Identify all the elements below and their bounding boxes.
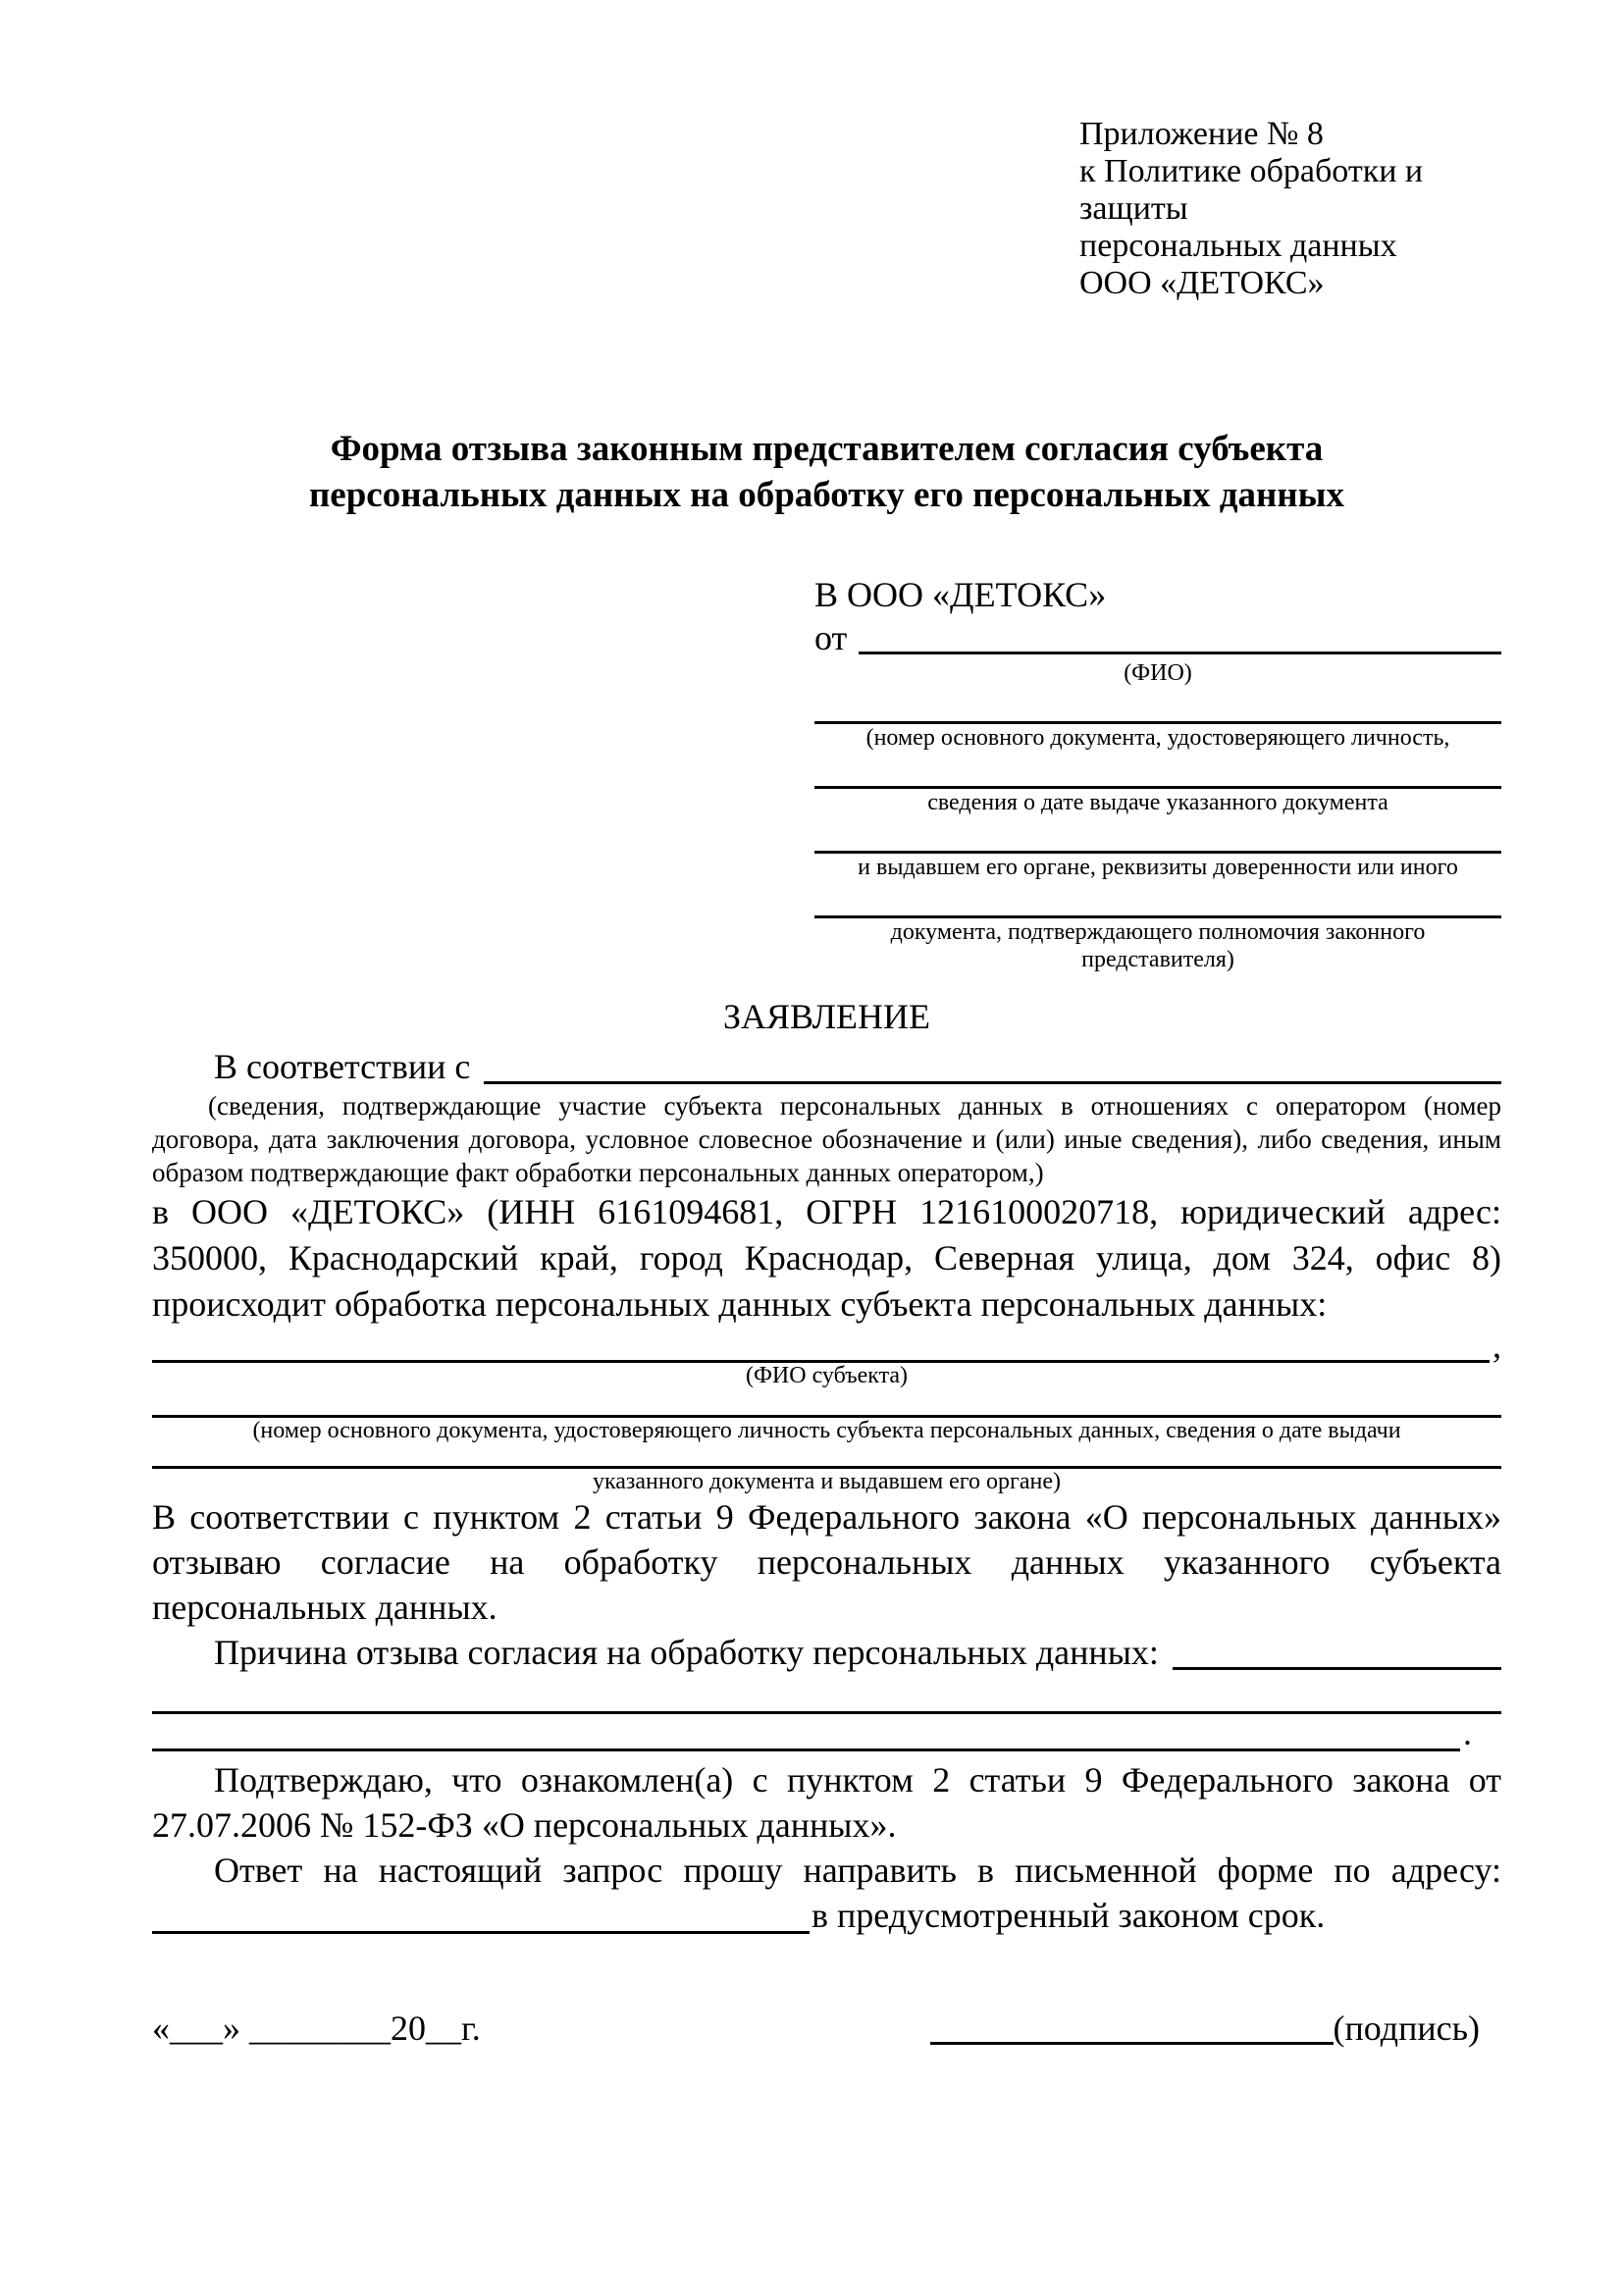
- reason-blank-line-2-fill: [152, 1748, 1460, 1751]
- reason-label: Причина отзыва согласия на обработку персональных данных:: [214, 1633, 1159, 1672]
- annex-line-4: ООО «ДЕТОКС»: [1079, 265, 1325, 301]
- withdrawal-paragraph: В соответствии с пунктом 2 статьи 9 Федерального закона «О персональных данных» отзываю согласие на обработку персональных данных указанного субъекта персональных данных.: [152, 1497, 1501, 1627]
- signature-caption: (подпись): [1333, 2009, 1480, 2048]
- caption-document-number: (номер основного документа, удостоверяющего личность,: [865, 725, 1450, 751]
- document-title: [152, 426, 1501, 518]
- annex-line-1: Приложение № 8: [1079, 116, 1324, 152]
- from-row: [814, 616, 1501, 659]
- representative-document-blank-line-3: [814, 816, 1501, 854]
- reason-blank-line-1: [152, 1675, 1501, 1714]
- subject-document-blank-line-1: [152, 1388, 1501, 1418]
- document-title-line-1: Форма отзыва законным представителем согласия субъекта: [330, 429, 1324, 469]
- from-label: от: [814, 618, 848, 657]
- reply-paragraph: Ответ на настоящий запрос прошу направить в письменной форме по адресу:: [214, 1851, 1501, 1890]
- date-line: «___» ________20__г.: [152, 2009, 481, 2048]
- caption-issue-date: сведения о дате выдаче указанного документа: [927, 790, 1388, 815]
- recipient-block: [814, 573, 1501, 973]
- statement-heading: ЗАЯВЛЕНИЕ: [722, 997, 931, 1036]
- caption-authority-document: документа, подтверждающего полномочия законного представителя): [890, 919, 1426, 972]
- recipient-organization: В ООО «ДЕТОКС»: [814, 575, 1107, 614]
- caption-issuing-authority: и выдавшем его органе, реквизиты доверенности или иного: [858, 855, 1458, 880]
- intro-label: В соответствии с: [214, 1047, 471, 1086]
- representative-document-blank-line-2: [814, 752, 1501, 789]
- subject-fio-row: [152, 1328, 1501, 1363]
- operator-paragraph: в ООО «ДЕТОКС» (ИНН 6161094681, ОГРН 1216100020718, юридический адрес: 350000, Краснодарский край, город Краснодар, Северная улица, дом 324, офис 8) происходит обработка персональных данных субъекта персональных данных:: [152, 1192, 1501, 1324]
- signature-blank-line: [930, 2042, 1334, 2045]
- annex-line-3: персональных данных: [1079, 228, 1397, 264]
- caption-subject-document-issuer: указанного документа и выдавшем его органе): [592, 1469, 1062, 1494]
- subject-document-blank-line-2: [152, 1443, 1501, 1469]
- caption-subject-fio: (ФИО субъекта): [745, 1363, 909, 1388]
- reason-blank-line-short: [1173, 1667, 1501, 1670]
- from-name-blank-line: [859, 652, 1501, 654]
- basis-blank-line: [484, 1081, 1501, 1084]
- smallprint-note: (сведения, подтверждающие участие субъекта персональных данных в отношениях с оператором (номер договора, дата заключения договора, условное словесное обозначение и (или) иные сведения), либо сведения, иным образом подтверждающие факт обработки персональных данных оператором,): [152, 1091, 1501, 1187]
- confirm-paragraph: Подтверждаю, что ознакомлен(а) с пунктом 2 статьи 9 Федерального закона от 27.07.2006 № 152-ФЗ «О персональных данных».: [152, 1760, 1501, 1845]
- reason-row: [152, 1630, 1501, 1675]
- caption-subject-document: (номер основного документа, удостоверяющего личность субъекта персональных данных, сведения о дате выдачи: [252, 1418, 1401, 1443]
- representative-document-blank-line-4: [814, 881, 1501, 918]
- footer: [152, 2007, 1501, 2050]
- reply-tail-text: в предусмотренный законом срок.: [812, 1896, 1326, 1935]
- intro-row: [152, 1044, 1501, 1089]
- signature-block: [930, 2007, 1480, 2050]
- period-mark: .: [1463, 1713, 1472, 1752]
- representative-document-blank-line-1: [814, 687, 1501, 724]
- comma-mark: ,: [1492, 1326, 1501, 1365]
- annex-line-2: к Политике обработки и защиты: [1079, 153, 1424, 227]
- address-blank-line: [152, 1931, 810, 1934]
- annex-block: [1079, 116, 1501, 302]
- document-title-line-2: персональных данных на обработку его персональных данных: [308, 475, 1344, 515]
- address-row: [152, 1893, 1501, 1938]
- reason-blank-line-2: [152, 1714, 1501, 1751]
- caption-fio: (ФИО): [1124, 660, 1192, 686]
